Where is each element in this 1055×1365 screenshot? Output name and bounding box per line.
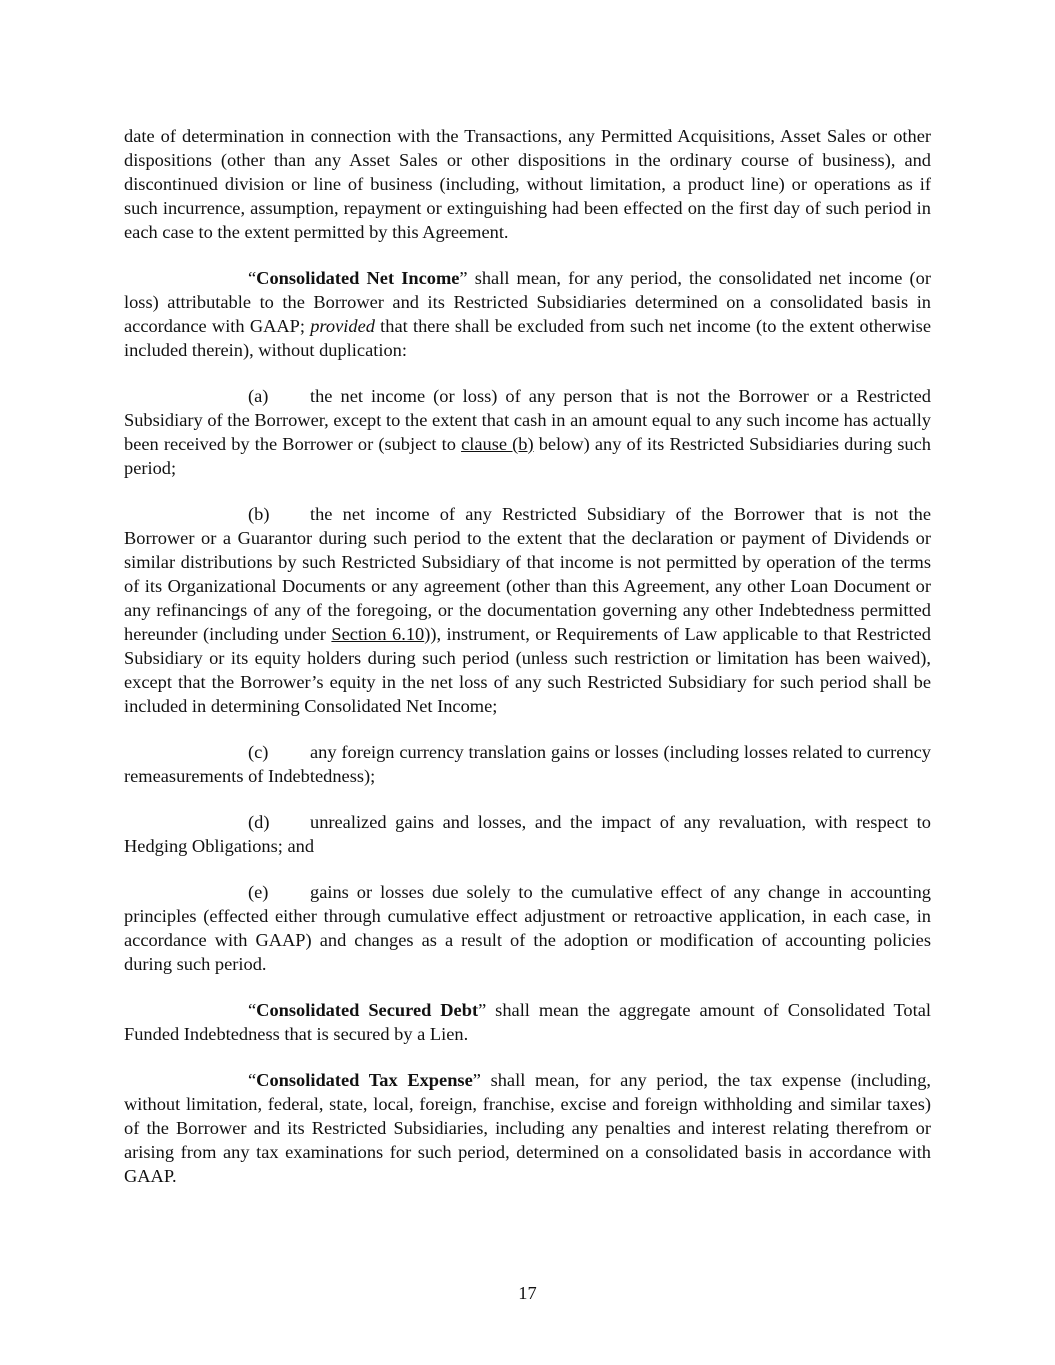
definition-text: ” shall mean, for any period, the consolidated net income (or loss) attributable to the Borrower and its Restricted Subsidiaries determined on a consolidated basis in accordance with GAAP; (124, 268, 931, 336)
definition-text: ” shall mean, for any period, the tax expense (including, without limitation, federal, state, local, foreign, franchise, excise and foreign withholding and similar taxes) of the Borrower and its Restricted Subsidiaries, including any penalties and interest relating therefrom or arising from any tax examinations for such period, determined on a consolidated basis in accordance with GAAP. (124, 1070, 931, 1186)
item-text: unrealized gains and losses, and the impact of any revaluation, with respect to Hedging Obligations; and (124, 812, 931, 856)
open-quote: “ (248, 1000, 257, 1020)
definition-text: that there shall be excluded from such net income (to the extent otherwise included therein), without duplication: (124, 316, 931, 360)
list-item-b (124, 502, 931, 718)
document-page (124, 124, 931, 1188)
list-item-a (124, 384, 931, 480)
list-item-e (124, 880, 931, 976)
item-text: the net income (or loss) of any person that is not the Borrower or a Restricted Subsidiary of the Borrower, except to the extent that cash in an amount equal to any such income has actually been received by the Borrower or (subject to (124, 386, 931, 454)
list-item-d (124, 810, 931, 858)
cross-reference: Section 6.10 (331, 624, 425, 644)
item-text: below) any of its Restricted Subsidiaries during such period; (124, 434, 931, 478)
item-text: )), instrument, or Requirements of Law applicable to that Restricted Subsidiary or its equity holders during such period (unless such restriction or limitation has been waived), except that the Borrower’s equity in the net loss of any such Restricted Subsidiary for such period shall be included in determining Consolidated Net Income; (124, 624, 931, 716)
definition-text: ” shall mean the aggregate amount of Consolidated Total Funded Indebtedness that is secured by a Lien. (124, 1000, 931, 1044)
item-marker: (e) (248, 882, 269, 902)
defined-term: Consolidated Tax Expense (256, 1070, 473, 1090)
open-quote: “ (248, 268, 257, 288)
open-quote: “ (248, 1070, 257, 1090)
continuation-paragraph: date of determination in connection with the Transactions, any Permitted Acquisitions, Asset Sales or other dispositions (other than any Asset Sales or other dispositions in the ordinary course of business), and discontinued division or line of business (including, without limitation, a product line) or operations as if such incurrence, assumption, repayment or extinguishing had been effected on the first day of such period in each case to the extent permitted by this Agreement. (124, 126, 931, 242)
defined-term: Consolidated Secured Debt (256, 1000, 479, 1020)
cross-reference: clause (b) (461, 434, 534, 454)
page-number: 17 (518, 1283, 537, 1303)
proviso-word: provided (310, 316, 375, 336)
defined-term: Consolidated Net Income (256, 268, 460, 288)
item-marker: (d) (248, 812, 270, 832)
definition-consolidated-tax-expense (124, 1068, 931, 1188)
definition-consolidated-net-income (124, 266, 931, 362)
item-text: any foreign currency translation gains or losses (including losses related to currency remeasurements of Indebtedness); (124, 742, 931, 786)
item-marker: (c) (248, 742, 269, 762)
item-text: gains or losses due solely to the cumulative effect of any change in accounting principles (effected either through cumulative effect adjustment or retroactive application, in each case, in accordance with GAAP) and changes as a result of the adoption or modification of accounting policies during such period. (124, 882, 931, 974)
item-text: the net income of any Restricted Subsidiary of the Borrower that is not the Borrower or a Guarantor during such period to the extent that the declaration or payment of Dividends or similar distributions by such Restricted Subsidiary of that income is not permitted by operation of the terms of its Organizational Documents or any agreement (other than this Agreement, any other Loan Document or any refinancings of any of the foregoing, or the documentation governing any other Indebtedness permitted hereunder (including under (124, 504, 931, 644)
item-marker: (b) (248, 504, 270, 524)
definition-consolidated-secured-debt (124, 998, 931, 1046)
list-item-c (124, 740, 931, 788)
item-marker: (a) (248, 386, 269, 406)
